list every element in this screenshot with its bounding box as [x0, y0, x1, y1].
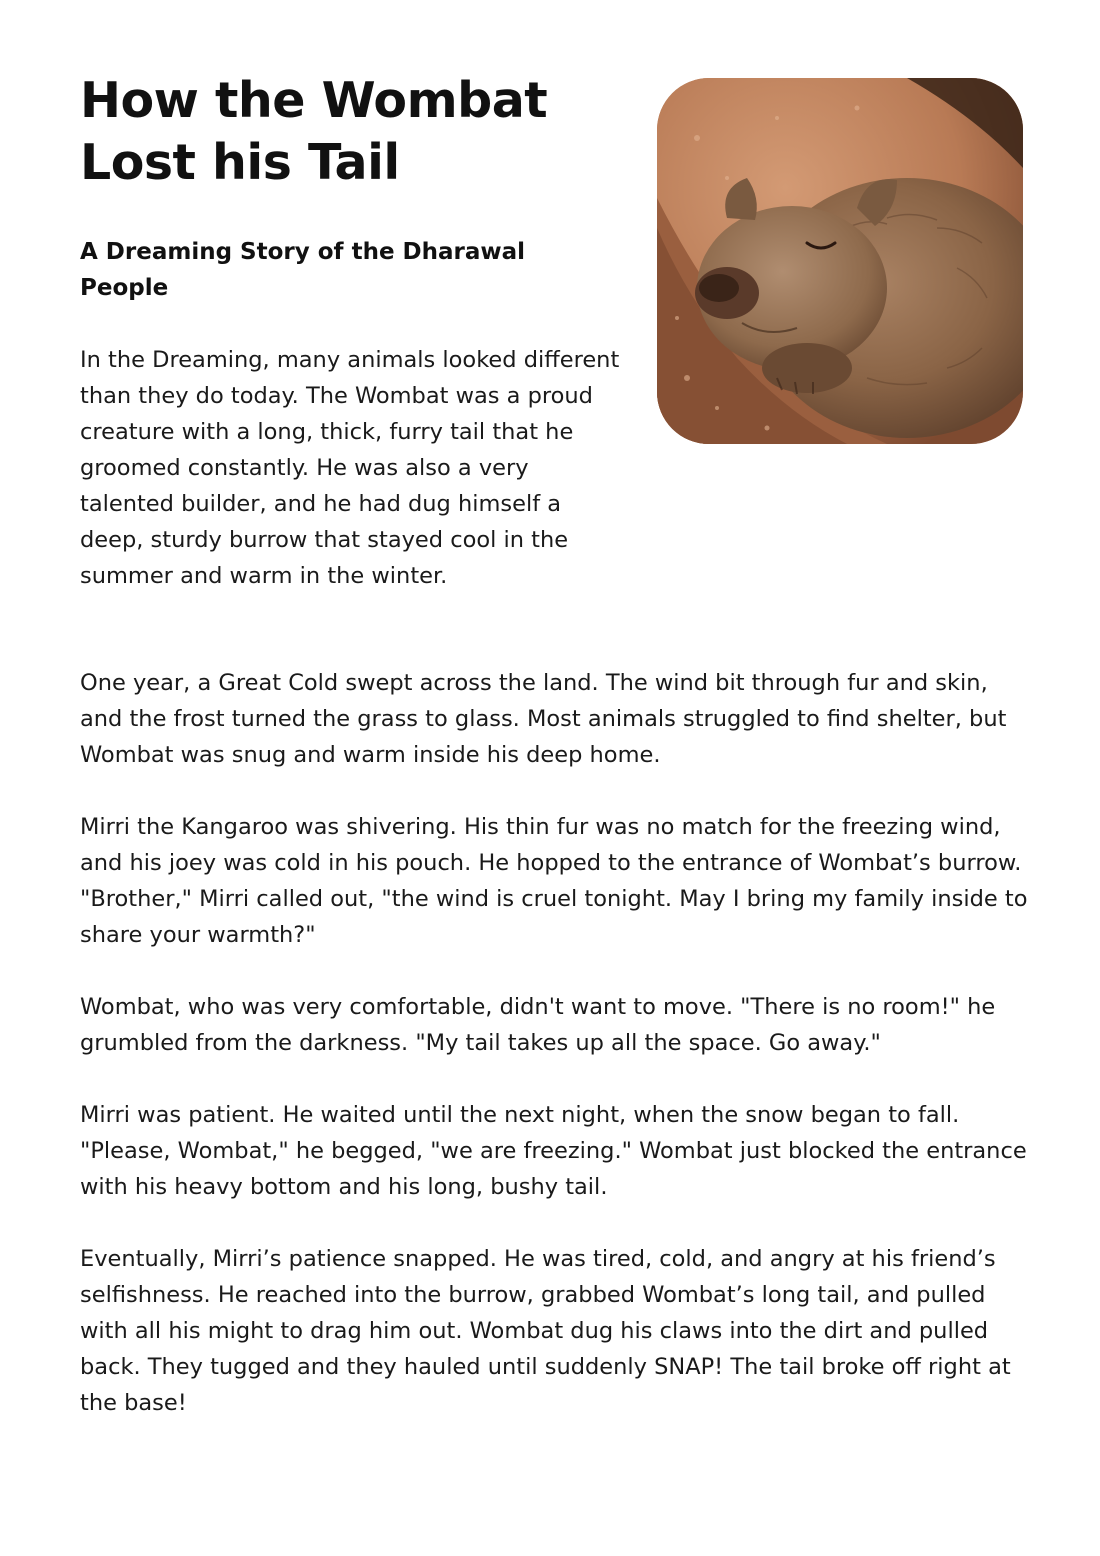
story-subtitle: A Dreaming Story of the Dharawal People [80, 239, 526, 301]
story-paragraph-3: Mirri the Kangaroo was shivering. His thin fur was no match for the freezing wind, and his joey was cold in his pouch. He hopped to the entrance of Wombat’s burrow. "Brother," Mirri called out, "the wind is cruel tonight. May I bring my family inside to share your warmth?" [80, 814, 1028, 948]
story-paragraph-4: Wombat, who was very comfortable, didn't want to move. "There is no room!" he grumbled from the darkness. "My tail takes up all the space. Go away." [80, 994, 996, 1056]
wombat-photo [657, 78, 1023, 444]
story-paragraph-6: Eventually, Mirri’s patience snapped. He was tired, cold, and angry at his friend’s selfishness. He reached into the burrow, grabbed Wombat’s long tail, and pulled with all his might to drag him out. Wombat dug his claws into the dirt and pulled back. They tugged and they hauled until suddenly SNAP! The tail broke off right at the base! [80, 1246, 1011, 1416]
story-paragraph-1: In the Dreaming, many animals looked different than they do today. The Wombat was a proud creature with a long, thick, furry tail that he groomed constantly. He was also a very talented builder, and he had dug himself a deep, sturdy burrow that stayed cool in the summer and warm in the winter. [80, 347, 620, 589]
story-paragraph-2: One year, a Great Cold swept across the land. The wind bit through fur and skin, and the frost turned the grass to glass. Most animals struggled to find shelter, but Wombat was snug and warm inside his deep home. [80, 670, 1007, 768]
story-title: How the Wombat Lost his Tail [80, 72, 548, 191]
story-paragraph-5: Mirri was patient. He waited until the next night, when the snow began to fall. "Please, Wombat," he begged, "we are freezing." Wombat just blocked the entrance with his heavy bottom and his long, bushy tail. [80, 1102, 1027, 1200]
wombat-illustration [657, 78, 1023, 444]
